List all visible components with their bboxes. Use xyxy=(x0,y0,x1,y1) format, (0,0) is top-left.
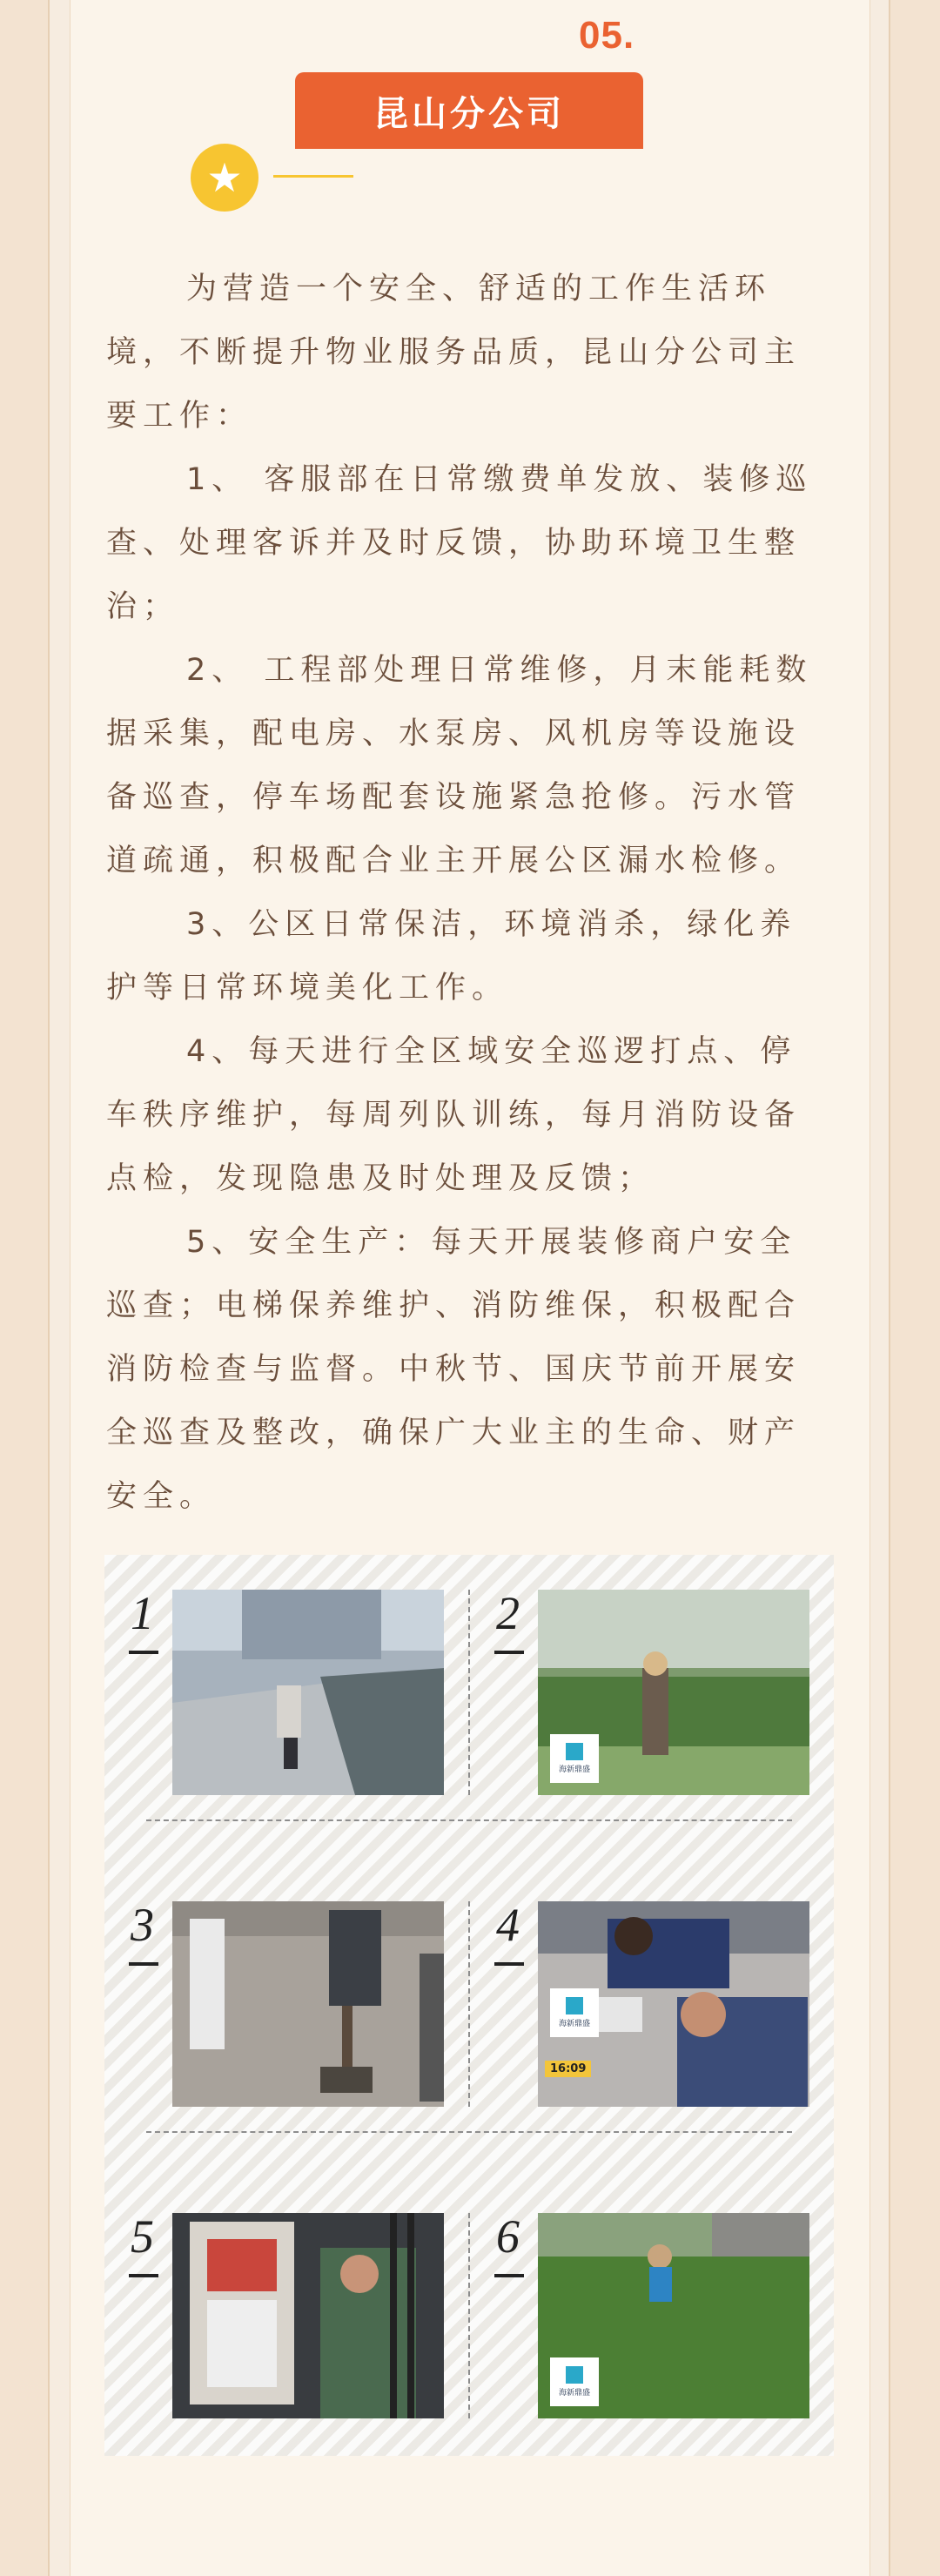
paragraph-item-3: 3、公区日常保洁，环境消杀，绿化养护等日常环境美化工作。 xyxy=(106,907,797,1006)
photo-cell-2 xyxy=(470,1555,834,1816)
photo-cell-1 xyxy=(104,1555,468,1816)
body-text xyxy=(106,258,830,1529)
number-underline xyxy=(129,1962,158,1966)
timestamp-tag: 16:09 xyxy=(545,2061,591,2077)
photo-rooftop-icon xyxy=(172,1590,444,1795)
paragraph-item-4: 4、每天进行全区域安全巡逻打点、停车秩序维护，每周列队训练，每月消防设备点检，发现隐患及时处理及反馈； xyxy=(106,1034,802,1196)
row-divider xyxy=(146,2131,792,2133)
paragraph-item-5: 5、安全生产：每天开展装修商户安全巡查；电梯保养维护、消防维保，积极配合消防检查与监督。中秋节、国庆节前开展安全巡查及整改，确保广大业主的生命、财产安全。 xyxy=(106,1225,802,1514)
star-icon: ★ xyxy=(191,144,258,212)
photo-cell-4 xyxy=(470,1866,834,2128)
number-underline xyxy=(129,2274,158,2277)
section-number: 05. xyxy=(579,14,635,57)
star-divider xyxy=(273,175,353,178)
number-underline xyxy=(494,1651,524,1654)
photo-gardening-icon xyxy=(538,1590,809,1795)
photo-drain-icon xyxy=(172,1901,444,2107)
row-divider xyxy=(146,1819,792,1821)
photo-fire-check-icon xyxy=(172,2213,444,2418)
number-underline xyxy=(494,1962,524,1966)
photo-number: 6 xyxy=(496,2210,520,2263)
section-title-banner: 昆山分公司 xyxy=(295,72,643,149)
number-underline xyxy=(129,1651,158,1654)
paragraph-intro: 为营造一个安全、舒适的工作生活环境，不断提升物业服务品质，昆山分公司主要工作： xyxy=(106,272,802,434)
photo-cell-5 xyxy=(104,2178,468,2439)
paragraph-item-2: 2、 工程部处理日常维修，月末能耗数据采集，配电房、水泵房、风机房等设施设备巡查，停车场配套设施紧急抢修。污水管道疏通，积极配合业主开展公区漏水检修。 xyxy=(106,653,813,878)
photo-grid xyxy=(104,1555,834,2456)
photo-number: 1 xyxy=(131,1587,154,1639)
company-logo: 海新鼎盛 xyxy=(550,2357,599,2406)
company-logo: 海新鼎盛 xyxy=(550,1734,599,1783)
photo-number: 3 xyxy=(131,1899,154,1951)
photo-cell-6 xyxy=(470,2178,834,2439)
company-logo: 海新鼎盛 xyxy=(550,1988,599,2037)
photo-cell-3 xyxy=(104,1866,468,2128)
number-underline xyxy=(494,2274,524,2277)
photo-number: 2 xyxy=(496,1587,520,1639)
photo-number: 4 xyxy=(496,1899,520,1951)
photo-pipe-repair-icon xyxy=(538,1901,809,2107)
paragraph-item-1: 1、 客服部在日常缴费单发放、装修巡查、处理客诉并及时反馈，协助环境卫生整治； xyxy=(106,462,813,624)
photo-hedge-icon xyxy=(538,2213,809,2418)
photo-number: 5 xyxy=(131,2210,154,2263)
